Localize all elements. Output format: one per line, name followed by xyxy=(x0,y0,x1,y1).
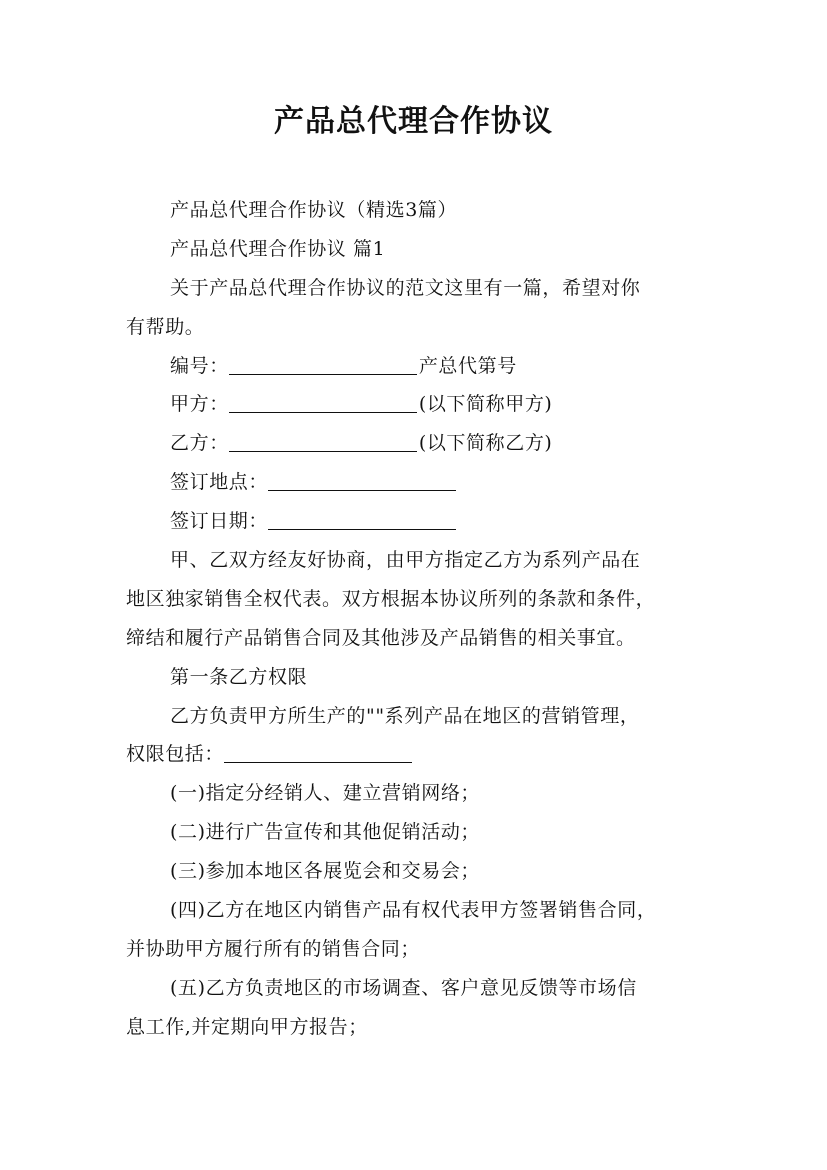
body-line-11: 地区独家销售全权代表。双方根据本协议所列的条款和条件， xyxy=(126,587,656,610)
contract-number-label: 编号： xyxy=(170,354,229,377)
body-line-4: 有帮助。 xyxy=(126,315,205,338)
authority-blank xyxy=(224,743,412,763)
party-a-label: 甲方： xyxy=(170,393,229,416)
party-a-blank xyxy=(229,393,417,413)
party-a-suffix: (以下简称甲方) xyxy=(418,393,553,416)
clause-4: (四)乙方在地区内销售产品有权代表甲方签署销售合同， xyxy=(170,899,657,922)
body-line-3: 关于产品总代理合作协议的范文这里有一篇，希望对你 xyxy=(170,276,641,299)
clause-2: (二)进行广告宣传和其他促销活动； xyxy=(170,821,481,844)
party-b-label: 乙方： xyxy=(170,432,229,455)
contract-number-blank xyxy=(229,355,417,375)
party-b-line xyxy=(126,424,716,463)
body-line-2: 产品总代理合作协议 篇1 xyxy=(170,237,386,260)
signing-place-line xyxy=(126,463,716,502)
party-b-blank xyxy=(229,432,417,452)
contract-number-suffix: 产总代第号 xyxy=(418,354,517,377)
article-one-heading: 第一条乙方权限 xyxy=(170,665,308,688)
body-line-12: 缔结和履行产品销售合同及其他涉及产品销售的相关事宜。 xyxy=(126,626,636,649)
clause-1: (一)指定分经销人、建立营销网络； xyxy=(170,782,481,805)
clause-3: (三)参加本地区各展览会和交易会； xyxy=(170,860,481,883)
clause-5-continuation: 息工作,并定期向甲方报告； xyxy=(126,1015,368,1038)
party-b-suffix: (以下简称乙方) xyxy=(418,432,553,455)
signing-date-line xyxy=(126,502,716,541)
authority-label: 权限包括： xyxy=(126,743,225,766)
body-line-1: 产品总代理合作协议（精选3篇） xyxy=(170,199,458,221)
body-line-14: 乙方负责甲方所生产的""系列产品在地区的营销管理， xyxy=(170,704,640,727)
party-a-line xyxy=(126,385,716,424)
signing-date-blank xyxy=(268,510,456,530)
body-line-10: 甲、乙双方经友好协商，由甲方指定乙方为系列产品在 xyxy=(170,549,641,572)
clause-4-continuation: 并协助甲方履行所有的销售合同； xyxy=(126,937,421,960)
document-title: 产品总代理合作协议 xyxy=(274,104,553,139)
clause-5: (五)乙方负责地区的市场调查、客户意见反馈等市场信 xyxy=(170,976,637,999)
document-body xyxy=(126,191,716,1047)
signing-place-blank xyxy=(268,471,456,491)
contract-number-line xyxy=(126,347,716,386)
signing-place-label: 签订地点： xyxy=(170,471,269,494)
signing-date-label: 签订日期： xyxy=(170,510,269,533)
authority-line xyxy=(126,735,716,774)
